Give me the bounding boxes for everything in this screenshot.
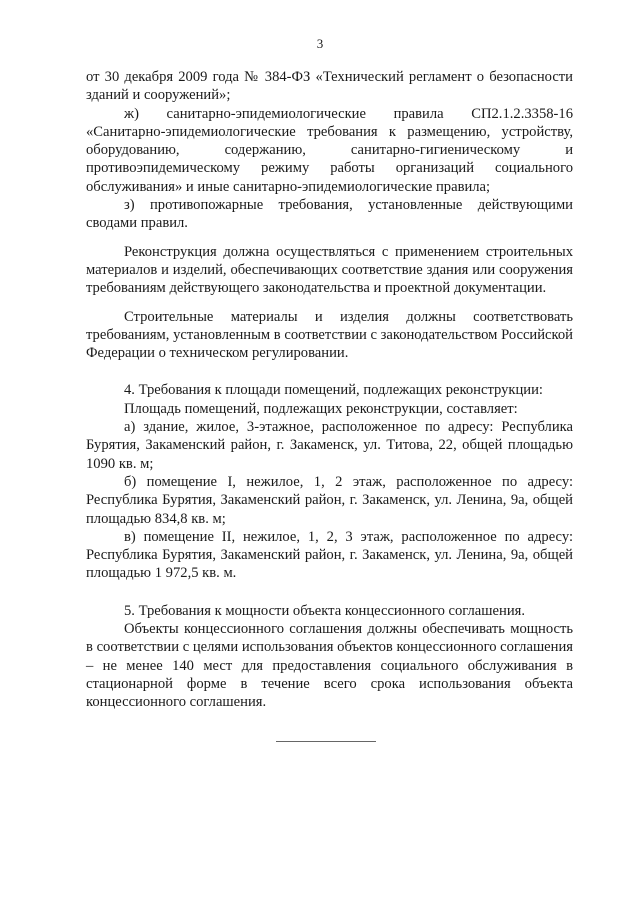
paragraph-materials: Строительные материалы и изделия должны соответствовать требованиям, установленным в соответствии с законодательством Российской Федерации о техническом регулировании.	[86, 308, 573, 362]
end-divider	[276, 741, 376, 742]
paragraph-reconstruction: Реконструкция должна осуществляться с применением строительных материалов и изделий, обеспечивающих соответствие здания или сооружения требованиям действующего законодательства и проектной документации.	[86, 243, 573, 297]
paragraph-area-intro: Площадь помещений, подлежащих реконструкции, составляет:	[124, 400, 518, 417]
paragraph-item-zh: ж) санитарно-эпидемиологические правила СП2.1.2.3358-16 «Санитарно-эпидемиологические требования к размещению, устройству, оборудованию, содержанию, санитарно-гигиеническому и противоэпидемическому режиму работы организаций социального обслуживания» и иные санитарно-эпидемиологические правила;	[86, 105, 573, 195]
paragraph-item-v: в) помещение II, нежилое, 1, 2, 3 этаж, расположенное по адресу: Республика Бурятия, Закаменский район, г. Закаменск, ул. Ленина, 9а, общей площадью 1 972,5 кв. м.	[86, 528, 573, 582]
page-number: 3	[316, 36, 324, 51]
paragraph-item-z: з) противопожарные требования, установленные действующими сводами правил.	[86, 197, 573, 232]
paragraph-capacity: Объекты концессионного соглашения должны обеспечивать мощность в соответствии с целями использования объектов концессионного соглашения – не менее 140 мест для предоставления социального обслуживания в стационарной форме в течение всего срока использования объекта концессионного соглашения.	[86, 621, 573, 711]
section-heading-4: 4. Требования к площади помещений, подлежащих реконструкции:	[124, 382, 543, 399]
paragraph-item-a: а) здание, жилое, 3-этажное, расположенное по адресу: Республика Бурятия, Закаменский район, г. Закаменск, ул. Титова, 22, общей площадью 1090 кв. м;	[86, 419, 573, 472]
section-heading-5: 5. Требования к мощности объекта концессионного соглашения.	[124, 602, 525, 619]
paragraph-item-b: б) помещение I, нежилое, 1, 2 этаж, расположенное по адресу: Республика Бурятия, Закаменский район, г. Закаменск, ул. Ленина, 9а, общей площадью 834,8 кв. м;	[86, 473, 573, 527]
document-body	[86, 68, 573, 712]
paragraph-law-continuation: от 30 декабря 2009 года № 384-ФЗ «Технический регламент о безопасности зданий и сооружений»;	[86, 69, 573, 104]
